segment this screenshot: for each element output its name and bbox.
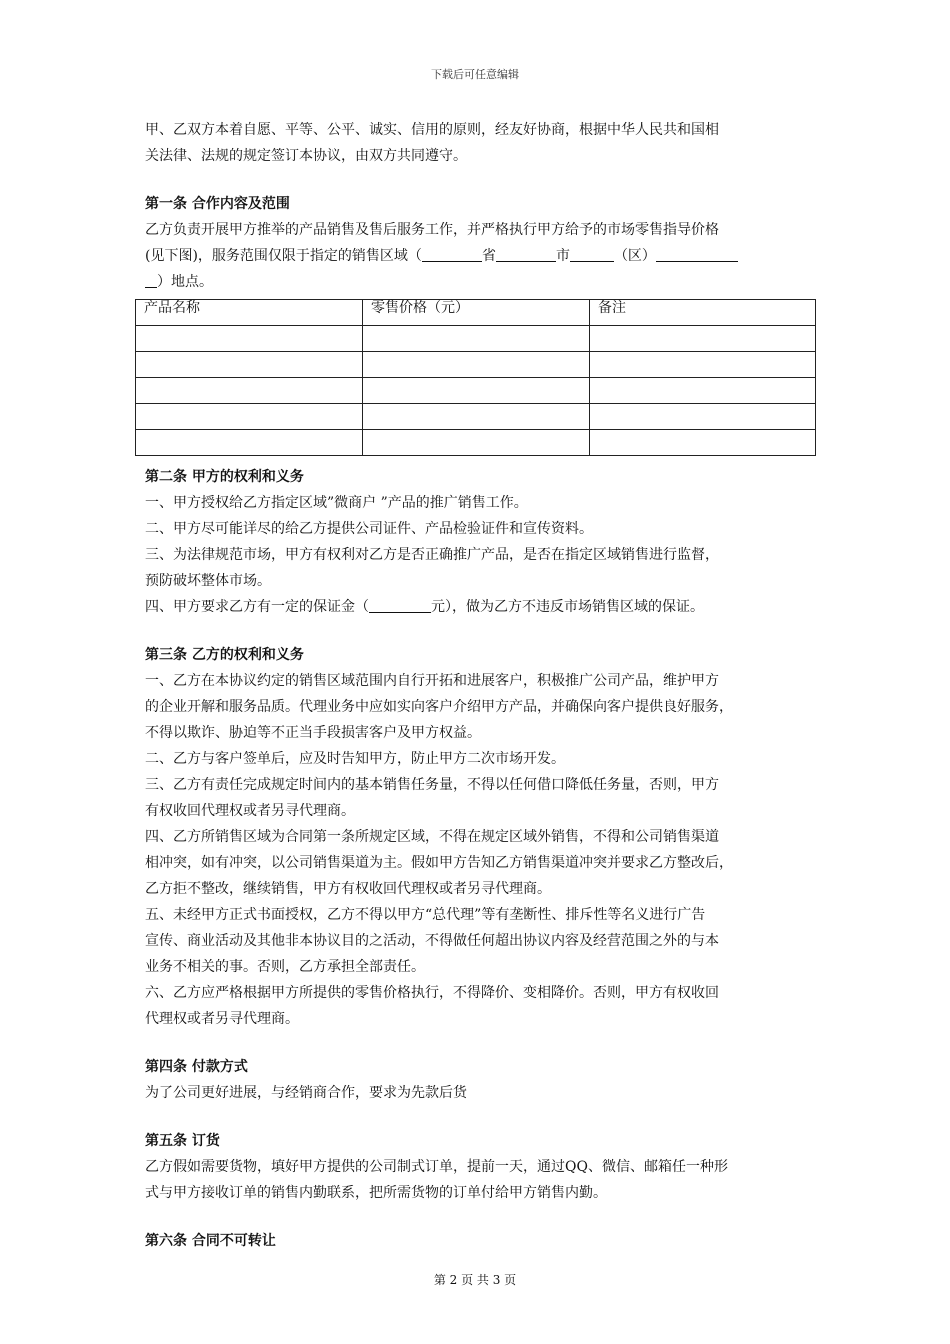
table-cell xyxy=(363,378,590,404)
table-cell xyxy=(363,326,590,352)
article-1-line-1: 乙方负责开展甲方推举的产品销售及售后服务工作，并严格执行甲方给予的市场零售指导价格 xyxy=(145,222,719,238)
table-row xyxy=(136,404,816,430)
table-cell xyxy=(136,352,363,378)
intro-line-2: 关法律、法规的规定签订本协议，由双方共同遵守。 xyxy=(145,148,467,164)
article-3-line: 相冲突，如有冲突，以公司销售渠道为主。假如甲方告知乙方销售渠道冲突并要求乙方整改后， xyxy=(145,855,733,871)
article-2-item: 三、为法律规范市场，甲方有权利对乙方是否正确推广产品，是否在指定区域销售进行监督， xyxy=(145,547,719,563)
article-3-line: 乙方拒不整改，继续销售，甲方有权收回代理权或者另寻代理商。 xyxy=(145,881,551,897)
article-3-line: 的企业开解和服务品质。代理业务中应如实向客户介绍甲方产品，并确保向客户提供良好服务， xyxy=(145,699,733,715)
page-number: 第 2 页 共 3 页 xyxy=(433,1273,517,1287)
city-blank-2 xyxy=(570,245,614,262)
table-cell xyxy=(363,404,590,430)
deposit-blank xyxy=(369,596,431,613)
article-1-line-3: ）地点。 xyxy=(145,269,813,295)
city-blank xyxy=(496,245,556,262)
article-3-line: 一、乙方在本协议约定的销售区域范围内自行开拓和进展客户，积极推广公司产品，维护甲方 xyxy=(145,673,719,689)
article-3-title: 第三条 乙方的权利和义务 xyxy=(145,647,304,663)
article-3-line: 代理权或者另寻代理商。 xyxy=(145,1011,299,1027)
article-2-item: 二、甲方尽可能详尽的给乙方提供公司证件、产品检验证件和宣传资料。 xyxy=(145,521,593,537)
article-2-item-4: 四、甲方要求乙方有一定的保证金（ 元），做为乙方不违反市场销售区域的保证。 xyxy=(145,594,813,620)
intro-line-1: 甲、乙双方本着自愿、平等、公平、诚实、信用的原则，经友好协商，根据中华人民共和国相 xyxy=(145,122,719,138)
article-3-line: 四、乙方所销售区域为合同第一条所规定区域，不得在规定区域外销售，不得和公司销售渠道 xyxy=(145,829,719,845)
table-cell xyxy=(136,404,363,430)
table-cell xyxy=(590,404,816,430)
table-row xyxy=(136,326,816,352)
article-2-item: 预防破坏整体市场。 xyxy=(145,573,271,589)
article-3-line: 有权收回代理权或者另寻代理商。 xyxy=(145,803,355,819)
table-cell xyxy=(363,352,590,378)
article-3-line: 六、乙方应严格根据甲方所提供的零售价格执行，不得降价、变相降价。否则，甲方有权收回 xyxy=(145,985,719,1001)
district-blank xyxy=(656,245,738,262)
page-header: 下载后可任意编辑 xyxy=(431,68,519,81)
article-1-title: 第一条 合作内容及范围 xyxy=(145,196,290,212)
table-cell xyxy=(590,352,816,378)
article-3-line: 业务不相关的事。否则，乙方承担全部责任。 xyxy=(145,959,425,975)
table-cell xyxy=(590,378,816,404)
header-product-name: 产品名称 xyxy=(136,300,363,326)
article-3-line: 三、乙方有责任完成规定时间内的基本销售任务量，不得以任何借口降低任务量，否则，甲方 xyxy=(145,777,719,793)
table-row xyxy=(136,352,816,378)
article-5-title: 第五条 订货 xyxy=(145,1133,220,1149)
table-cell xyxy=(136,430,363,456)
article-4-text: 为了公司更好进展，与经销商合作，要求为先款后货 xyxy=(145,1085,467,1101)
article-5-line: 乙方假如需要货物，填好甲方提供的公司制式订单，提前一天，通过QQ、微信、邮箱任一种形 xyxy=(145,1159,728,1175)
table-cell xyxy=(136,378,363,404)
table-header-row xyxy=(136,300,816,326)
article-2-item: 一、甲方授权给乙方指定区域”微商户 ”产品的推广销售工作。 xyxy=(145,495,528,511)
document-body xyxy=(145,117,813,1254)
header-remarks: 备注 xyxy=(590,300,816,326)
table-row xyxy=(136,378,816,404)
table-cell xyxy=(590,326,816,352)
article-5-line: 式与甲方接收订单的销售内勤联系，把所需货物的订单付给甲方销售内勤。 xyxy=(145,1185,607,1201)
table-row xyxy=(136,430,816,456)
table-cell xyxy=(363,430,590,456)
article-1-line-2: (见下图)，服务范围仅限于指定的销售区域（ 省 市 （区） xyxy=(145,243,813,269)
district-blank-cont xyxy=(145,271,157,288)
article-2-title: 第二条 甲方的权利和义务 xyxy=(145,469,304,485)
table-cell xyxy=(590,430,816,456)
province-blank xyxy=(422,245,482,262)
article-6-title: 第六条 合同不可转让 xyxy=(145,1233,276,1249)
table-cell xyxy=(136,326,363,352)
article-4-title: 第四条 付款方式 xyxy=(145,1059,248,1075)
article-3-line: 五、未经甲方正式书面授权，乙方不得以甲方“总代理”等有垄断性、排斥性等名义进行广告 xyxy=(145,907,706,923)
article-3-line: 宣传、商业活动及其他非本协议目的之活动，不得做任何超出协议内容及经营范围之外的与本 xyxy=(145,933,719,949)
header-retail-price: 零售价格（元） xyxy=(363,300,590,326)
article-3-line: 不得以欺诈、胁迫等不正当手段损害客户及甲方权益。 xyxy=(145,725,481,741)
article-3-line: 二、乙方与客户签单后，应及时告知甲方，防止甲方二次市场开发。 xyxy=(145,751,565,767)
product-table xyxy=(135,299,816,456)
